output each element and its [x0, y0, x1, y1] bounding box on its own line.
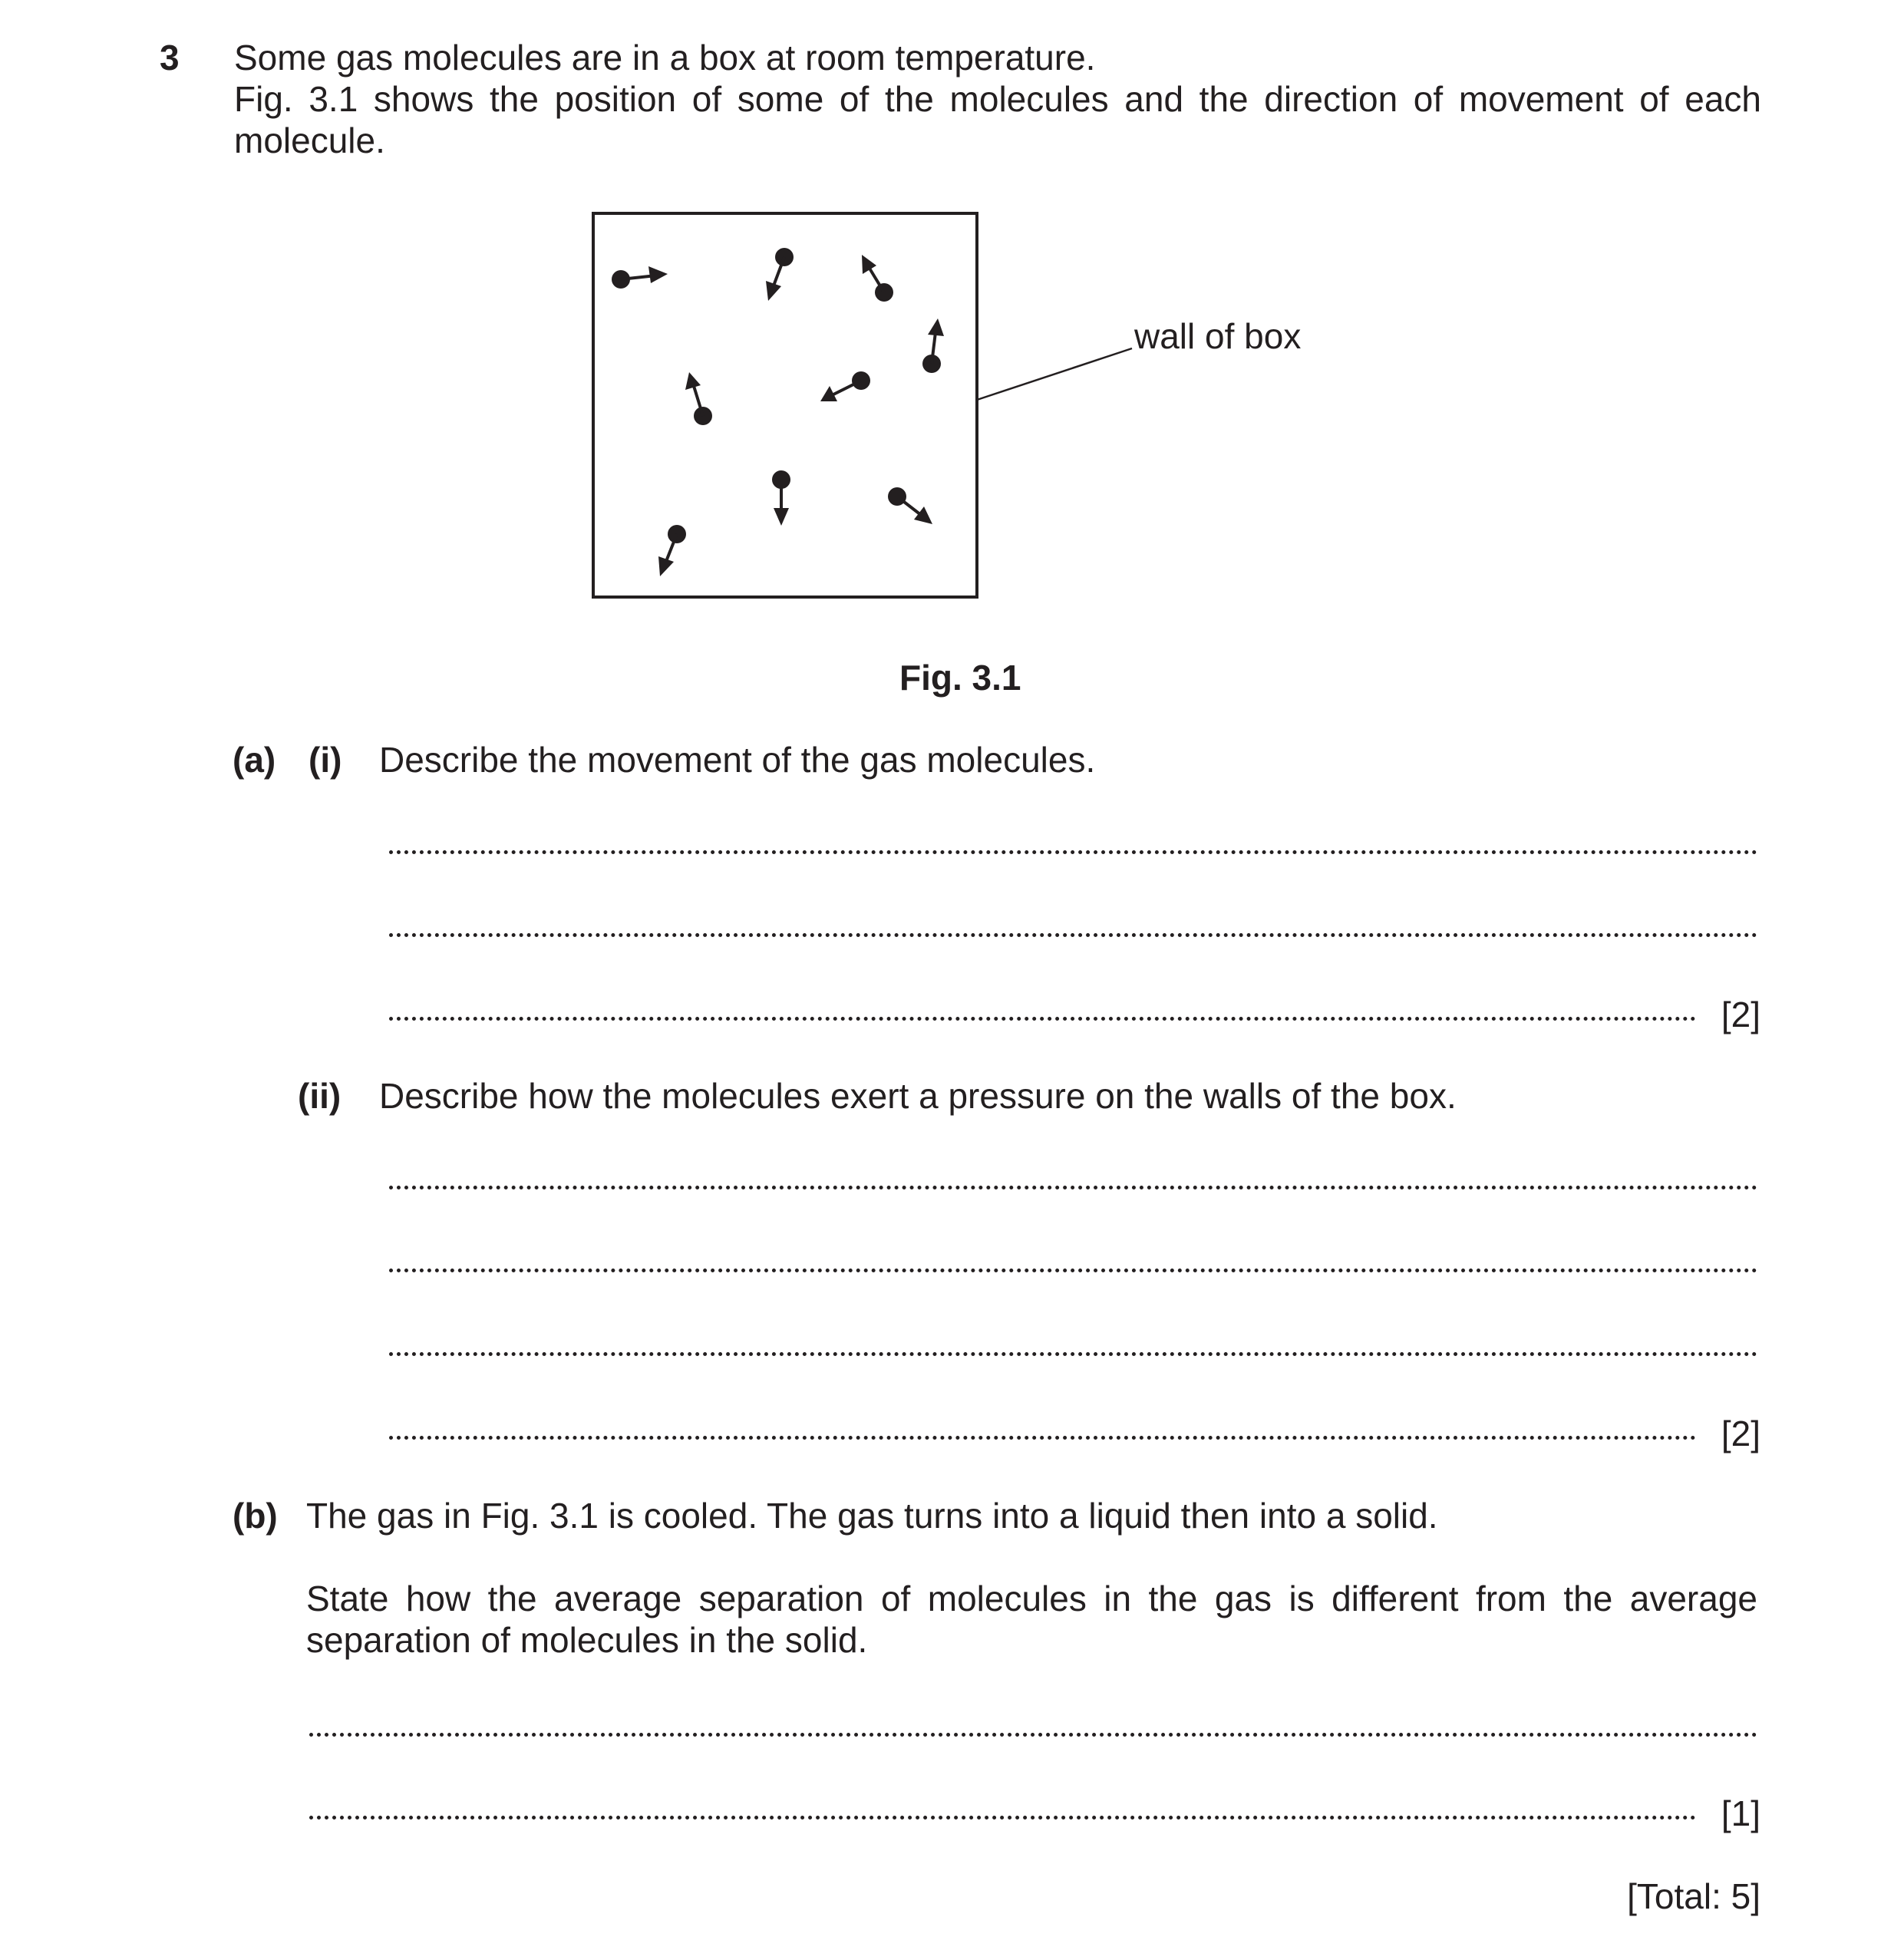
question-intro-line-3: molecule. [234, 120, 385, 160]
answer-line[interactable] [389, 1017, 1696, 1021]
answer-line[interactable] [309, 1816, 1696, 1820]
marks-a-ii: [2] [1721, 1414, 1760, 1453]
part-a-i-label: (i) [309, 740, 342, 780]
answer-line[interactable] [389, 1352, 1757, 1356]
figure-caption: Fig. 3.1 [899, 658, 1021, 698]
wall-of-box-label: wall of box [1134, 316, 1302, 356]
part-a-i-question: Describe the movement of the gas molecules. [379, 740, 1096, 780]
answer-line[interactable] [389, 933, 1757, 937]
molecule [820, 371, 870, 401]
part-b-label: (b) [233, 1496, 278, 1536]
part-a-ii-label: (ii) [298, 1076, 342, 1116]
part-b-question-line-2: separation of molecules in the solid. [306, 1620, 868, 1660]
answer-line[interactable] [389, 1436, 1696, 1440]
marks-a-i: [2] [1721, 995, 1760, 1034]
molecule [685, 372, 712, 425]
answer-line[interactable] [389, 850, 1757, 854]
molecule [766, 248, 794, 301]
marks-b: [1] [1721, 1793, 1760, 1833]
molecule [612, 266, 668, 289]
molecule [888, 487, 932, 524]
molecule [658, 525, 686, 576]
question-number: 3 [160, 38, 180, 78]
total-marks: [Total: 5] [1627, 1876, 1760, 1916]
answer-line[interactable] [389, 1186, 1757, 1189]
wall-label-leader-line [977, 348, 1132, 400]
question-intro-line-2: Fig. 3.1 shows the position of some of the molecules and the direction of movement of each [234, 79, 1761, 119]
part-b-question-line-1: State how the average separation of molecules in the gas is different from the average [306, 1579, 1757, 1618]
molecule [772, 470, 790, 526]
question-intro-line-1: Some gas molecules are in a box at room temperature. [234, 38, 1096, 78]
molecule [862, 255, 893, 302]
part-a-ii-question: Describe how the molecules exert a pressure on the walls of the box. [379, 1076, 1457, 1116]
part-a-label: (a) [233, 740, 276, 780]
part-b-statement: The gas in Fig. 3.1 is cooled. The gas turns into a liquid then into a solid. [306, 1496, 1438, 1536]
answer-line[interactable] [309, 1733, 1757, 1737]
molecule [922, 318, 944, 373]
answer-line[interactable] [389, 1269, 1757, 1272]
